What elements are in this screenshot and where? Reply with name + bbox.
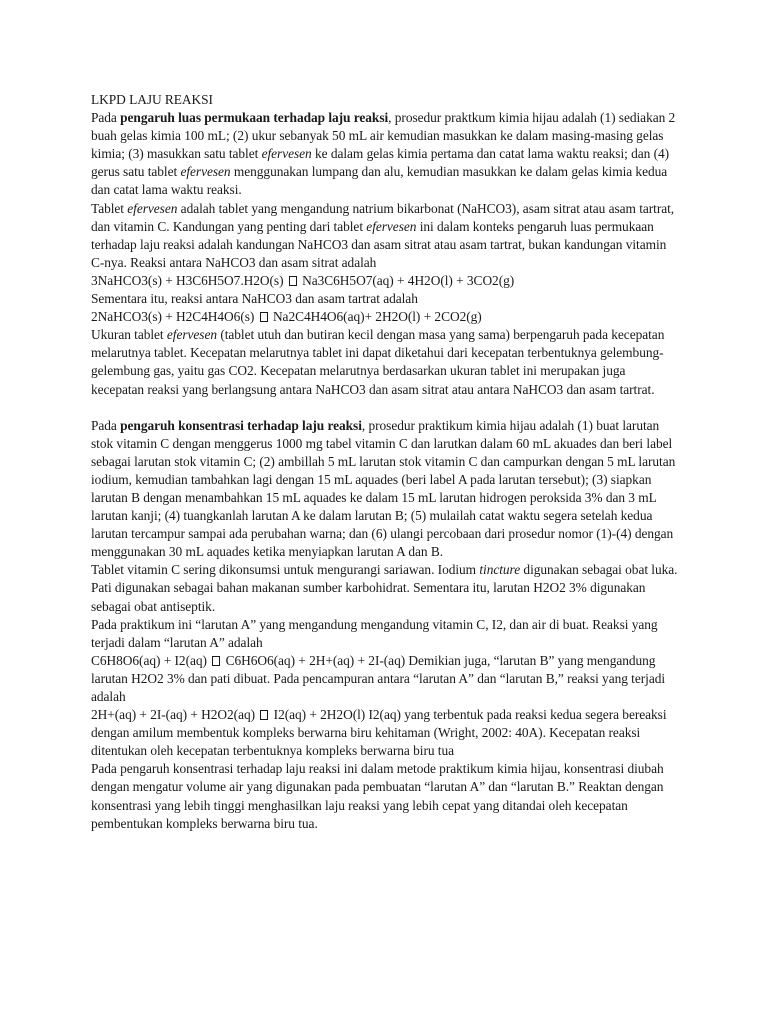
text-run: Tablet	[91, 200, 128, 216]
section2-intro-paragraph	[91, 417, 681, 562]
text-run: Tablet vitamin C sering dikonsumsi untuk mengurangi sariawan. Iodium	[91, 562, 480, 578]
equation-reactants: 2H+(aq) + 2I-(aq) + H2O2(aq)	[91, 707, 256, 723]
paragraph-spacer	[91, 399, 681, 417]
equation-products: C6H6O6(aq) + 2H+(aq) + 2I-(aq) Demikian juga, “larutan B” yang mengandung larutan H2O2 3% dan pati dibuat. Pada pencampuran antara “larutan A” dan “larutan B,” reaksi yang terjadi adalah	[91, 652, 666, 704]
equation-1	[91, 272, 681, 290]
text-run: (tablet utuh dan butiran kecil dengan masa yang sama) berpengaruh pada kecepatan melarutnya tablet. Kecepatan melarutnya tablet ini dapat diketahui dari kecepatan terbentuknya gelembung-gelembung gas, yaitu gas CO2. Kecepatan melarutnya berdasarkan ukuran tablet ini merupakan juga kecepatan reaksi yang berlangsung antara NaHCO3 dan asam sitrat atau antara NaHCO3 dan asam tartrat.	[91, 327, 665, 397]
equation-2	[91, 308, 681, 326]
text-run: digunakan sebagai obat luka. Pati digunakan sebagai bahan makanan sumber karbohidrat. Sementara itu, larutan H2O2 3% digunakan sebagai obat antiseptik.	[91, 562, 678, 614]
italic-term: efervesen	[166, 327, 218, 343]
text-run: menggunakan lumpang dan alu, kemudian masukkan ke dalam gelas kimia kedua dan catat lama waktu reaksi.	[91, 164, 668, 198]
equation-reactants: 2NaHCO3(s) + H2C4H4O6(s)	[91, 309, 255, 325]
missing-glyph-arrow-icon	[212, 656, 220, 666]
text-run: ini dalam konteks pengaruh luas permukaan terhadap laju reaksi adalah kandungan NaHCO3 dan asam sitrat atau asam tartrat, bukan kandungan vitamin C-nya. Reaksi antara NaHCO3 dan asam sitrat adalah	[91, 218, 667, 270]
text-run: , prosedur praktkum kimia hijau adalah (1) sediakan 2 buah gelas kimia 100 mL; (2) ukur sebanyak 50 mL air kemudian masukkan ke dalam masing-masing gelas kimia; (3) masukkan satu tablet	[91, 110, 676, 162]
text-run: Ukuran tablet	[91, 327, 167, 343]
tablet-size-paragraph	[91, 326, 681, 398]
italic-term: efervesen	[127, 200, 178, 216]
equation-products: Na2C4H4O6(aq)+ 2H2O(l) + 2CO2(g)	[272, 309, 482, 325]
equation-3	[91, 652, 681, 706]
italic-term: efervesen	[366, 218, 417, 234]
italic-term: efervesen	[180, 164, 231, 180]
practicum-paragraph: Pada praktikum ini “larutan A” yang mengandung mengandung vitamin C, I2, dan air di buat. Reaksi yang terjadi dalam “larutan A” adalah	[91, 616, 658, 650]
text-run: ke dalam gelas kimia pertama dan catat lama waktu reaksi; dan (4) gerus satu tablet	[91, 146, 670, 180]
section1-heading-bold: pengaruh luas permukaan terhadap laju reaksi	[120, 110, 389, 126]
equation-reactants: 3NaHCO3(s) + H3C6H5O7.H2O(s)	[91, 272, 284, 288]
equation-products: I2(aq) + 2H2O(l) I2(aq) yang terbentuk pada reaksi kedua segera bereaksi dengan amilum membentuk kompleks berwarna biru kehitaman (Wright, 2002: 40A). Kecepatan reaksi ditentukan oleh kecepatan terbentuknya kompleks berwarna biru tua	[91, 707, 667, 759]
equation-4	[91, 706, 681, 760]
conclusion-paragraph: Pada pengaruh konsentrasi terhadap laju reaksi ini dalam metode praktikum kimia hijau, konsentrasi diubah dengan mengatur volume air yang digunakan pada pembuatan “larutan A” dan “larutan B.” Reaktan dengan konsentrasi yang lebih tinggi menghasilkan laju reaksi yang lebih cepat yang ditandai oleh kecepatan pembentukan kompleks berwarna biru tua.	[91, 761, 664, 831]
italic-term: efervesen	[261, 146, 312, 162]
document-page	[91, 91, 681, 833]
missing-glyph-arrow-icon	[289, 276, 297, 286]
text-run: , prosedur praktikum kimia hijau adalah (1) buat larutan stok vitamin C dengan menggerus 1000 mg tabel vitamin C dan larutkan dalam 60 mL akuades dan beri label sebagai larutan stok vitamin C; (2) ambillah 5 mL larutan stok vitamin C dan campurkan dengan 5 mL larutan iodium, kemudian tambahkan lagi dengan 15 mL aquades (beri label A pada larutan tersebut); (3) siapkan larutan B dengan menambahkan 15 mL aquades ke dalam 15 mL larutan hidrogen peroksida 3% dan 3 mL larutan kanji; (4) tuangkanlah larutan A ke dalam larutan B; (5) mulailah catat waktu segera setelah kedua larutan tercampur sampai ada perubahan warna; dan (6) ulangi percobaan dari prosedur nomor (1)-(4) dengan menggunakan 30 mL aquades ketika menyiapkan larutan A dan B.	[91, 417, 676, 560]
text-run: Pada	[91, 417, 121, 433]
document-title: LKPD LAJU REAKSI	[91, 92, 213, 107]
text-run: adalah tablet yang mengandung natrium bikarbonat (NaHCO3), asam sitrat atau asam tartrat, dan vitamin C. Kandungan yang penting dari tablet	[91, 200, 675, 234]
tartrate-reaction-intro: Sementara itu, reaksi antara NaHCO3 dan asam tartrat adalah	[91, 291, 418, 307]
missing-glyph-arrow-icon	[260, 710, 268, 720]
equation-products: Na3C6H5O7(aq) + 4H2O(l) + 3CO2(g)	[302, 272, 515, 288]
italic-term: tincture	[479, 562, 521, 578]
text-run: Pada	[91, 110, 121, 126]
section2-heading-bold: pengaruh konsentrasi terhadap laju reaksi	[120, 417, 362, 433]
section1-intro-paragraph	[91, 109, 681, 199]
missing-glyph-arrow-icon	[260, 312, 268, 322]
equation-reactants: C6H8O6(aq) + I2(aq)	[91, 652, 207, 668]
tablet-description-paragraph	[91, 200, 681, 272]
vitamin-c-paragraph	[91, 561, 681, 615]
